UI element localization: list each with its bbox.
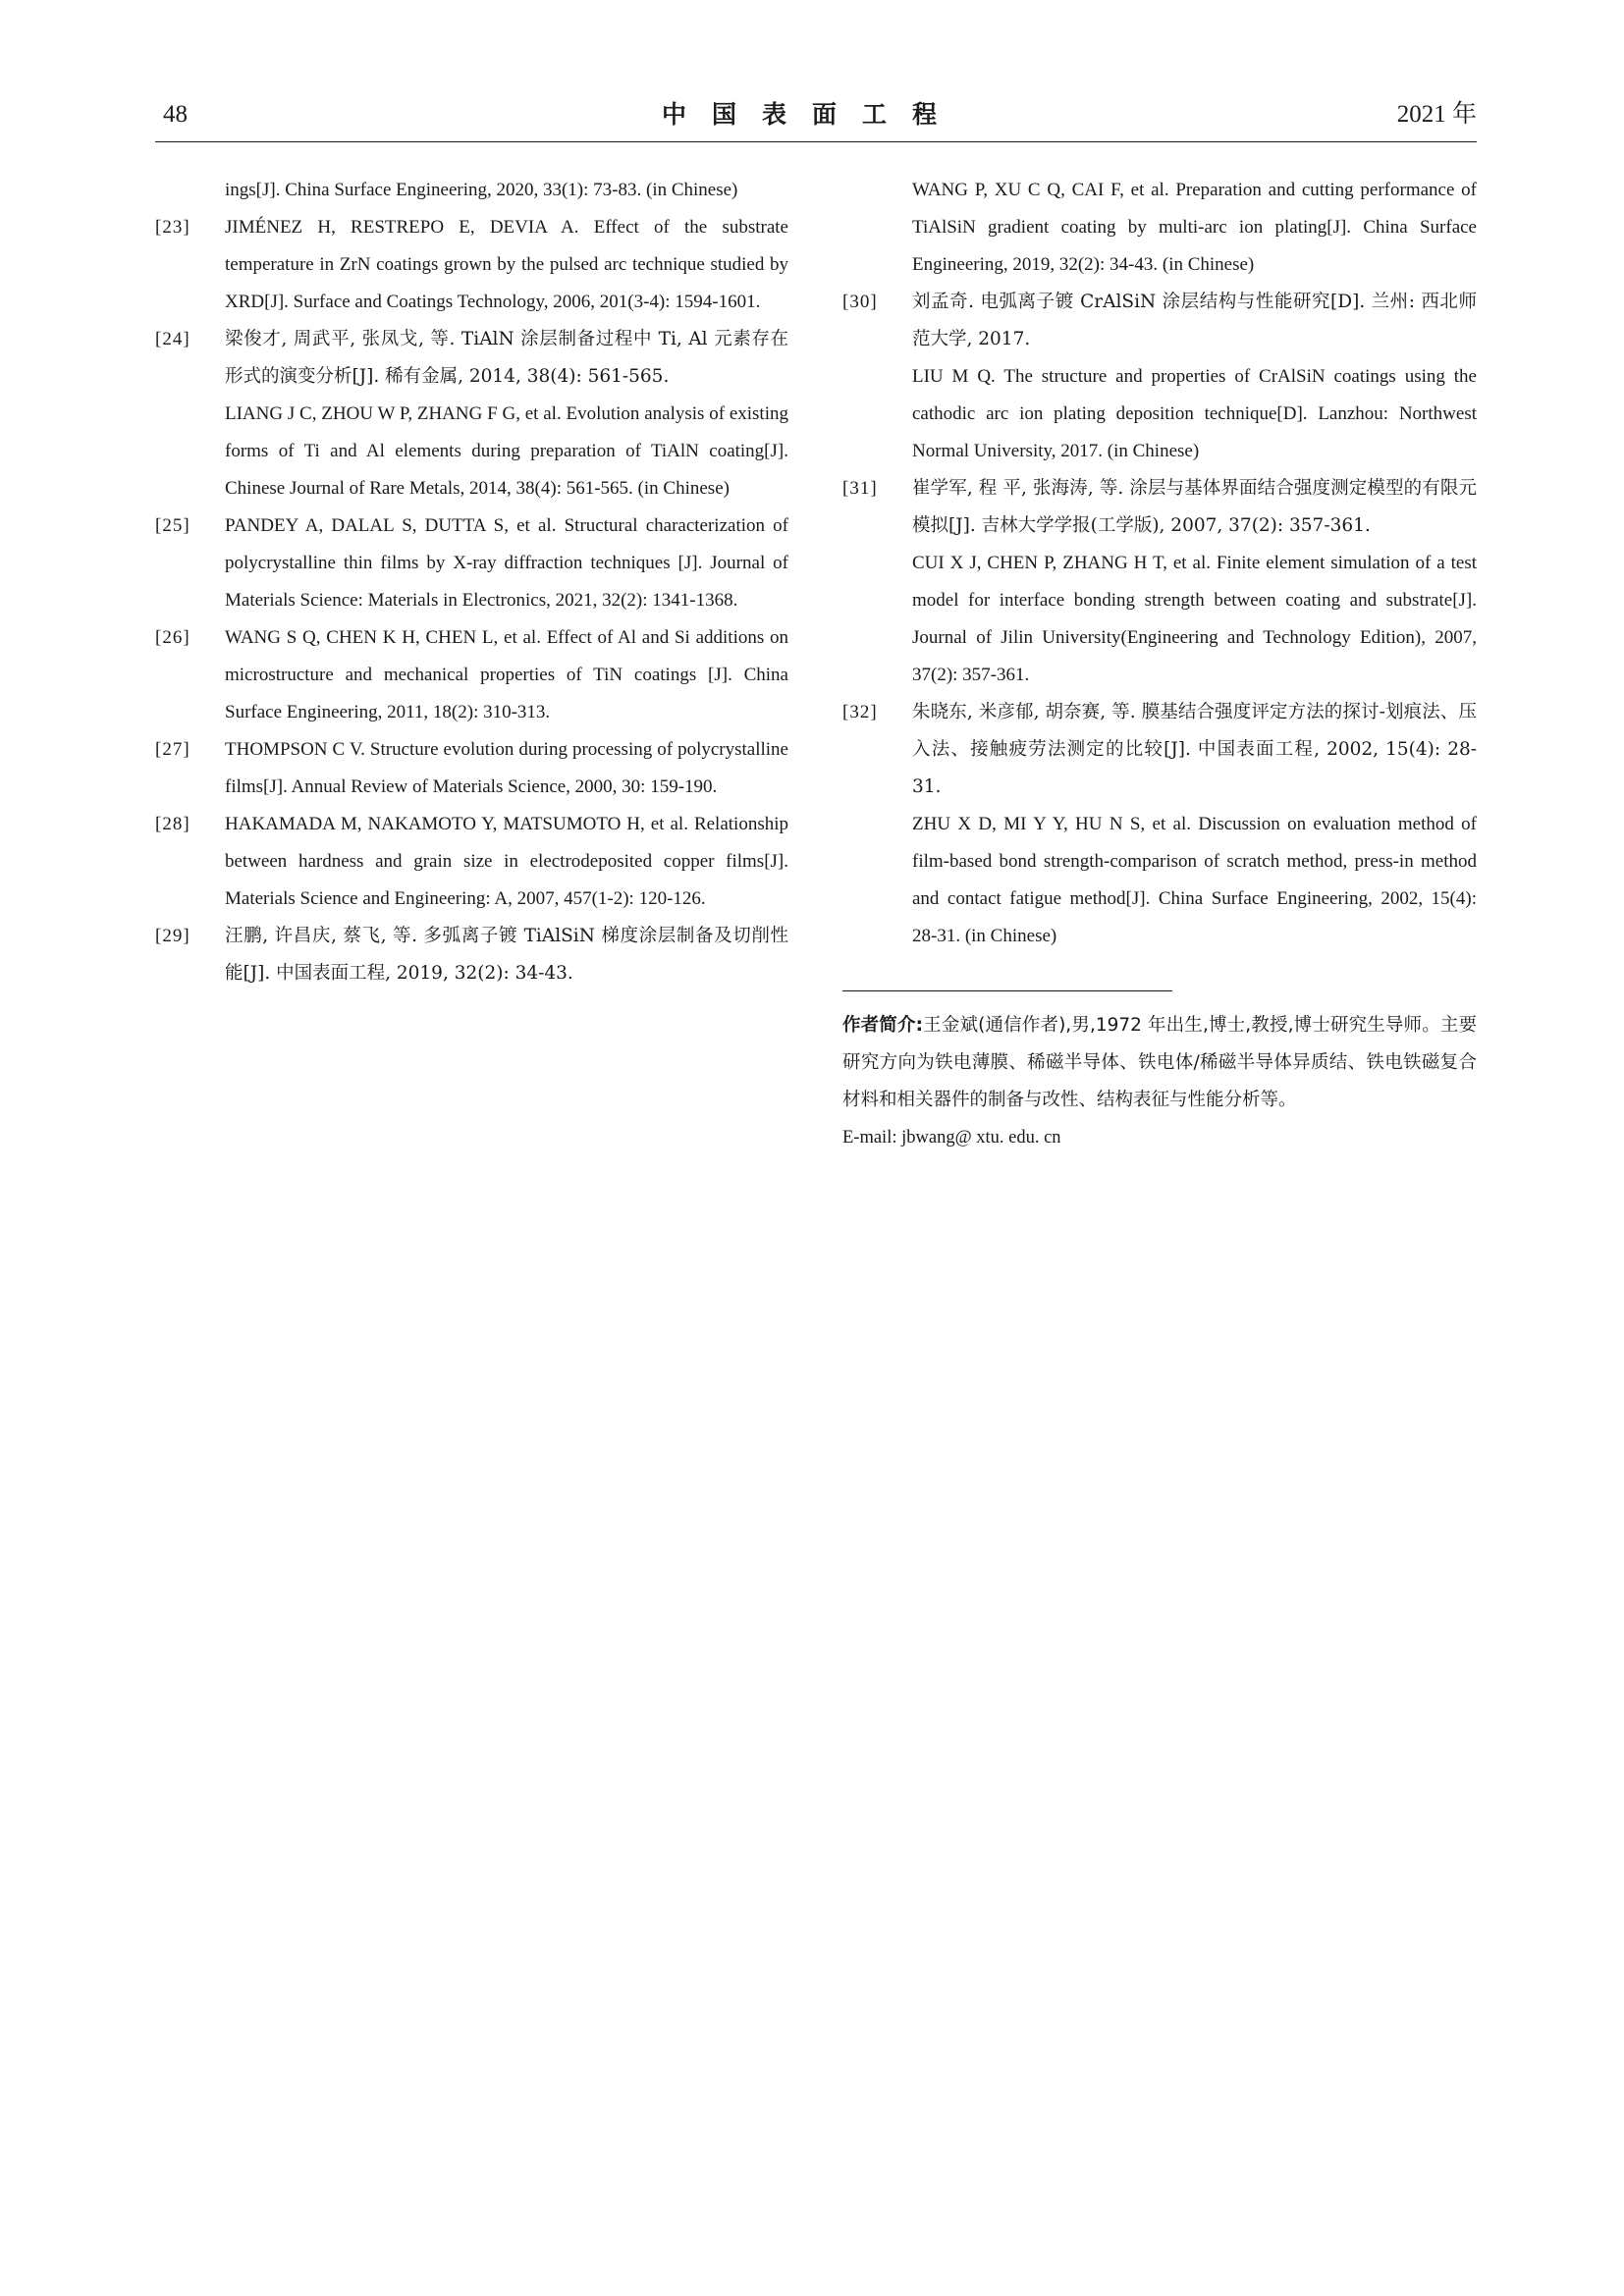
year: 2021 年 [1396, 101, 1477, 128]
reference-text-zh: 崔学军, 程 平, 张海涛, 等. 涂层与基体界面结合强度测定模型的有限元模拟[J]. 吉林大学学报(工学版), 2007, 37(2): 357-361. [912, 478, 1477, 536]
author-email: E-mail: jbwang@ xtu. edu. cn [842, 1128, 1061, 1148]
reference-number: [27] [155, 739, 190, 760]
right-column [842, 172, 1477, 1156]
reference-26 [155, 619, 788, 731]
footnote-rule [842, 990, 1172, 991]
author-bio [842, 1007, 1477, 1119]
reference-text-en: ZHU X D, MI Y Y, HU N S, et al. Discussion on evaluation method of film-based bond strength-comparison of scratch method, press-in method and contact fatigue method[J]. China Surface Engineering, 2002, 15(4): 28-31. (in Chinese) [912, 814, 1477, 946]
reference-number: [25] [155, 515, 190, 536]
reference-continuation: ings[J]. China Surface Engineering, 2020, 33(1): 73-83. (in Chinese) [225, 180, 738, 200]
reference-text-en: WANG S Q, CHEN K H, CHEN L, et al. Effect of Al and Si additions on microstructure and mechanical properties of TiN coatings [J]. China Surface Engineering, 2011, 18(2): 310-313. [225, 627, 788, 722]
page-number: 48 [163, 101, 188, 128]
reference-29 [155, 918, 788, 992]
reference-text-en: JIMÉNEZ H, RESTREPO E, DEVIA A. Effect of the substrate temperature in ZrN coatings grown by the pulsed arc technique studied by XRD[J]. Surface and Coatings Technology, 2006, 201(3-4): 1594-1601. [225, 217, 788, 312]
reference-number: [26] [155, 627, 190, 648]
left-column [155, 172, 788, 992]
reference-text-en: THOMPSON C V. Structure evolution during processing of polycrystalline films[J]. Annual Review of Materials Science, 2000, 30: 159-190. [225, 739, 788, 797]
header-rule [155, 141, 1477, 142]
reference-28 [155, 806, 788, 918]
journal-title: 中国表面工程 [661, 100, 962, 129]
reference-text-zh: 刘孟奇. 电弧离子镀 CrAlSiN 涂层结构与性能研究[D]. 兰州: 西北师范大学, 2017. [912, 292, 1477, 349]
reference-text-en: CUI X J, CHEN P, ZHANG H T, et al. Finite element simulation of a test model for interface bonding strength between coating and substrate[J]. Journal of Jilin University(Engineering and Technology Edition), 2007, 37(2): 357-361. [912, 553, 1477, 685]
reference-text-en: LIANG J C, ZHOU W P, ZHANG F G, et al. Evolution analysis of existing forms of Ti and Al elements during preparation of TiAlN coating[J]. Chinese Journal of Rare Metals, 2014, 38(4): 561-565. (in Chinese) [225, 403, 788, 499]
reference-text-en: PANDEY A, DALAL S, DUTTA S, et al. Structural characterization of polycrystalline thin films by X-ray diffraction techniques [J]. Journal of Materials Science: Materials in Electronics, 2021, 32(2): 1341-1368. [225, 515, 788, 611]
reference-23 [155, 209, 788, 321]
reference-27 [155, 731, 788, 806]
author-bio-text: 王金斌(通信作者),男,1972 年出生,博士,教授,博士研究生导师。主要研究方向为铁电薄膜、稀磁半导体、铁电体/稀磁半导体异质结、铁电铁磁复合材料和相关器件的制备与改性、结构表征与性能分析等。 [842, 1015, 1477, 1110]
author-bio-label: 作者简介: [842, 1015, 924, 1036]
reference-25 [155, 507, 788, 619]
reference-30 [842, 284, 1477, 470]
reference-number: [24] [155, 329, 190, 349]
reference-number: [23] [155, 217, 190, 238]
reference-number: [31] [842, 478, 878, 499]
reference-text-zh: 梁俊才, 周武平, 张凤戈, 等. TiAlN 涂层制备过程中 Ti, Al 元素存在形式的演变分析[J]. 稀有金属, 2014, 38(4): 561-565. [225, 329, 788, 387]
reference-number: [29] [155, 926, 190, 946]
reference-text-zh: 朱晓东, 米彦郁, 胡奈赛, 等. 膜基结合强度评定方法的探讨-划痕法、压入法、接触疲劳法测定的比较[J]. 中国表面工程, 2002, 15(4): 28-31. [912, 702, 1477, 797]
reference-text-zh: 汪鹏, 许昌庆, 蔡飞, 等. 多弧离子镀 TiAlSiN 梯度涂层制备及切削性能[J]. 中国表面工程, 2019, 32(2): 34-43. [225, 926, 788, 984]
reference-number: [30] [842, 292, 878, 312]
reference-continuation: WANG P, XU C Q, CAI F, et al. Preparation and cutting performance of TiAlSiN gradient coating by multi-arc ion plating[J]. China Surface Engineering, 2019, 32(2): 34-43. (in Chinese) [912, 180, 1477, 275]
reference-31 [842, 470, 1477, 694]
reference-number: [32] [842, 702, 878, 722]
reference-32 [842, 694, 1477, 955]
reference-text-en: HAKAMADA M, NAKAMOTO Y, MATSUMOTO H, et al. Relationship between hardness and grain size in electrodeposited copper films[J]. Materials Science and Engineering: A, 2007, 457(1-2): 120-126. [225, 814, 788, 909]
reference-text-en: LIU M Q. The structure and properties of CrAlSiN coatings using the cathodic arc ion plating deposition technique[D]. Lanzhou: Northwest Normal University, 2017. (in Chinese) [912, 366, 1477, 461]
reference-number: [28] [155, 814, 190, 834]
reference-24 [155, 321, 788, 507]
